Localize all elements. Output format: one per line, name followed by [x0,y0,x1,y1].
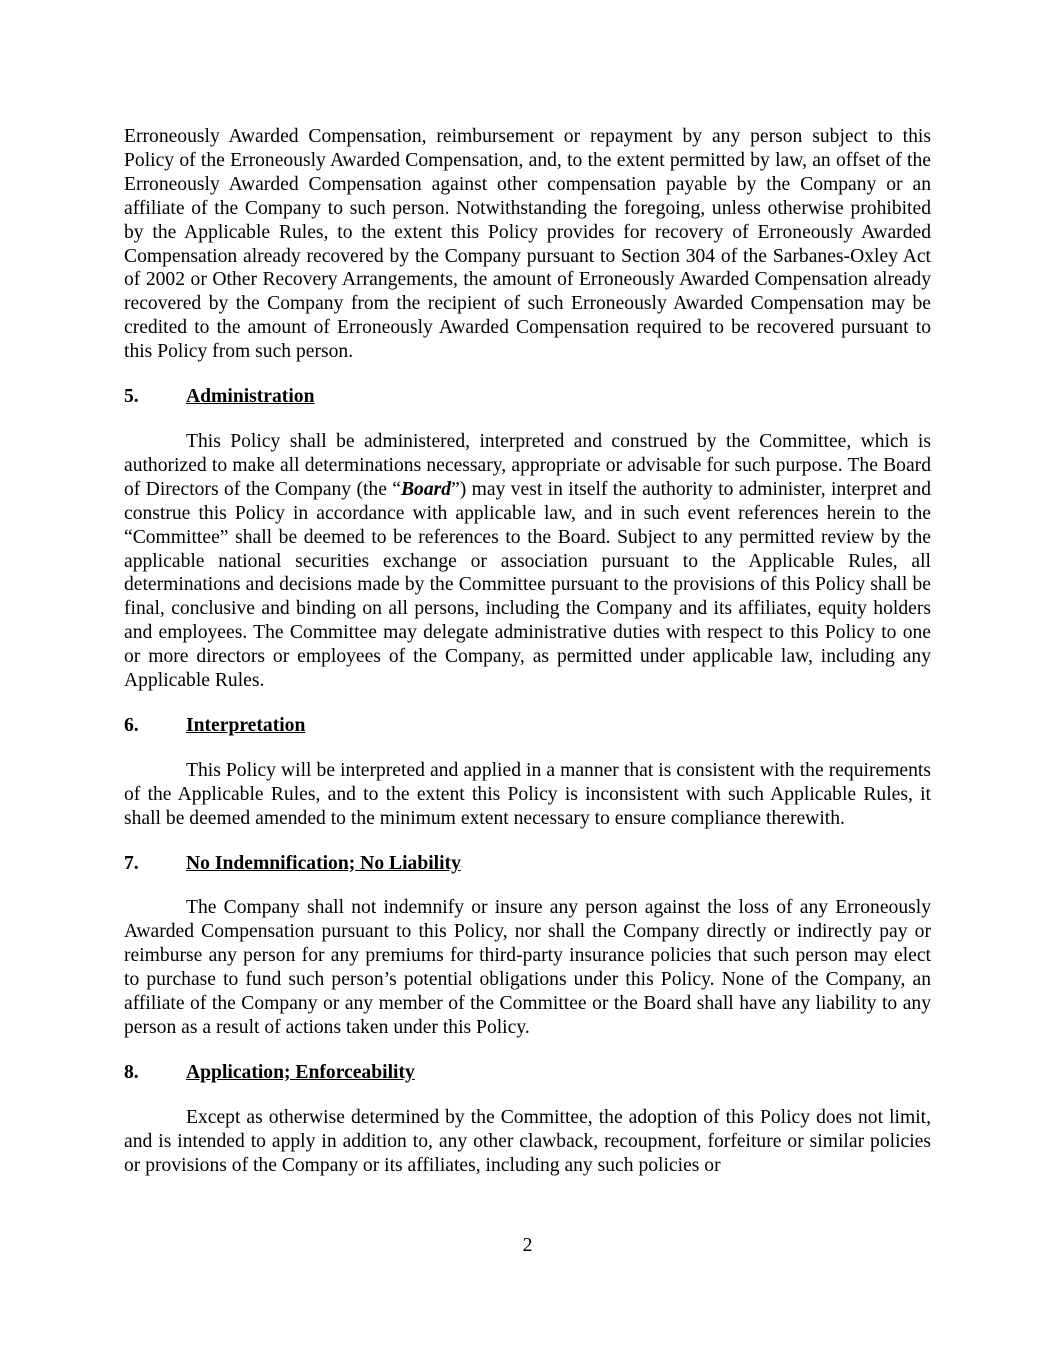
section-5-paragraph [124,430,931,693]
intro-paragraph: Erroneously Awarded Compensation, reimbursement or repayment by any person subject to this Policy of the Erroneously Awarded Compensation, and, to the extent permitted by law, an offset of the Erroneously Awarded Compensation against other compensation payable by the Company or an affiliate of the Company to such person. Notwithstanding the foregoing, unless otherwise prohibited by the Applicable Rules, to the extent this Policy provides for recovery of Erroneously Awarded Compensation already recovered by the Company pursuant to Section 304 of the Sarbanes-Oxley Act of 2002 or Other Recovery Arrangements, the amount of Erroneously Awarded Compensation already recovered by the Company from the recipient of such Erroneously Awarded Compensation may be credited to the amount of Erroneously Awarded Compensation required to be recovered pursuant to this Policy from such person. [124,126,931,363]
section-7-number: 7. [124,852,139,874]
section-5-heading [124,385,931,409]
page-number: 2 [522,1235,533,1256]
section-6-paragraph: This Policy will be interpreted and applied in a manner that is consistent with the requirements of the Applicable Rules, and to the extent this Policy is inconsistent with such Applicable Rules, it shall be deemed amended to the minimum extent necessary to ensure compliance therewith. [124,759,931,829]
section-5-number: 5. [124,386,139,408]
section-6-number: 6. [124,714,139,736]
section-5-title: Administration [186,386,315,408]
section-6-title: Interpretation [186,714,306,736]
section-8-number: 8. [124,1061,139,1083]
section-7-heading [124,852,931,876]
section-8-title: Application; Enforceability [186,1061,415,1083]
section-7-paragraph: The Company shall not indemnify or insure any person against the loss of any Erroneously Awarded Compensation pursuant to this Policy, nor shall the Company directly or indirectly pay or reimburse any person for any premiums for third-party insurance policies that such person may elect to purchase to fund such person’s potential obligations under this Policy. None of the Company, an affiliate of the Company or any member of the Committee or the Board shall have any liability to any person as a result of actions taken under this Policy. [124,897,931,1038]
section-6-heading [124,714,931,738]
section-5-text-before: This Policy shall be administered, interpreted and construed by the Committee, which is authorized to make all determinations necessary, appropriate or advisable for such purpose. The Board of Directors of the Company (the “ [124,430,931,500]
section-8-heading [124,1061,931,1085]
document-page [124,125,931,1178]
section-8-paragraph: Except as otherwise determined by the Committee, the adoption of this Policy does not limit, and is intended to apply in addition to, any other clawback, recoupment, forfeiture or similar policies or provisions of the Company or its affiliates, including any such policies or [124,1106,931,1176]
section-7-title: No Indemnification; No Liability [186,852,461,874]
board-defined-term: Board [400,478,452,500]
section-5-text-after: ”) may vest in itself the authority to administer, interpret and construe this Policy in accordance with applicable law, and in such event references herein to the “Committee” shall be deemed to be references to the Board. Subject to any permitted review by the applicable national securities exchange or association pursuant to the Applicable Rules, all determinations and decisions made by the Committee pursuant to the provisions of this Policy shall be final, conclusive and binding on all persons, including the Company and its affiliates, equity holders and employees. The Committee may delegate administrative duties with respect to this Policy to one or more directors or employees of the Company, as permitted under applicable law, including any Applicable Rules. [124,478,931,692]
